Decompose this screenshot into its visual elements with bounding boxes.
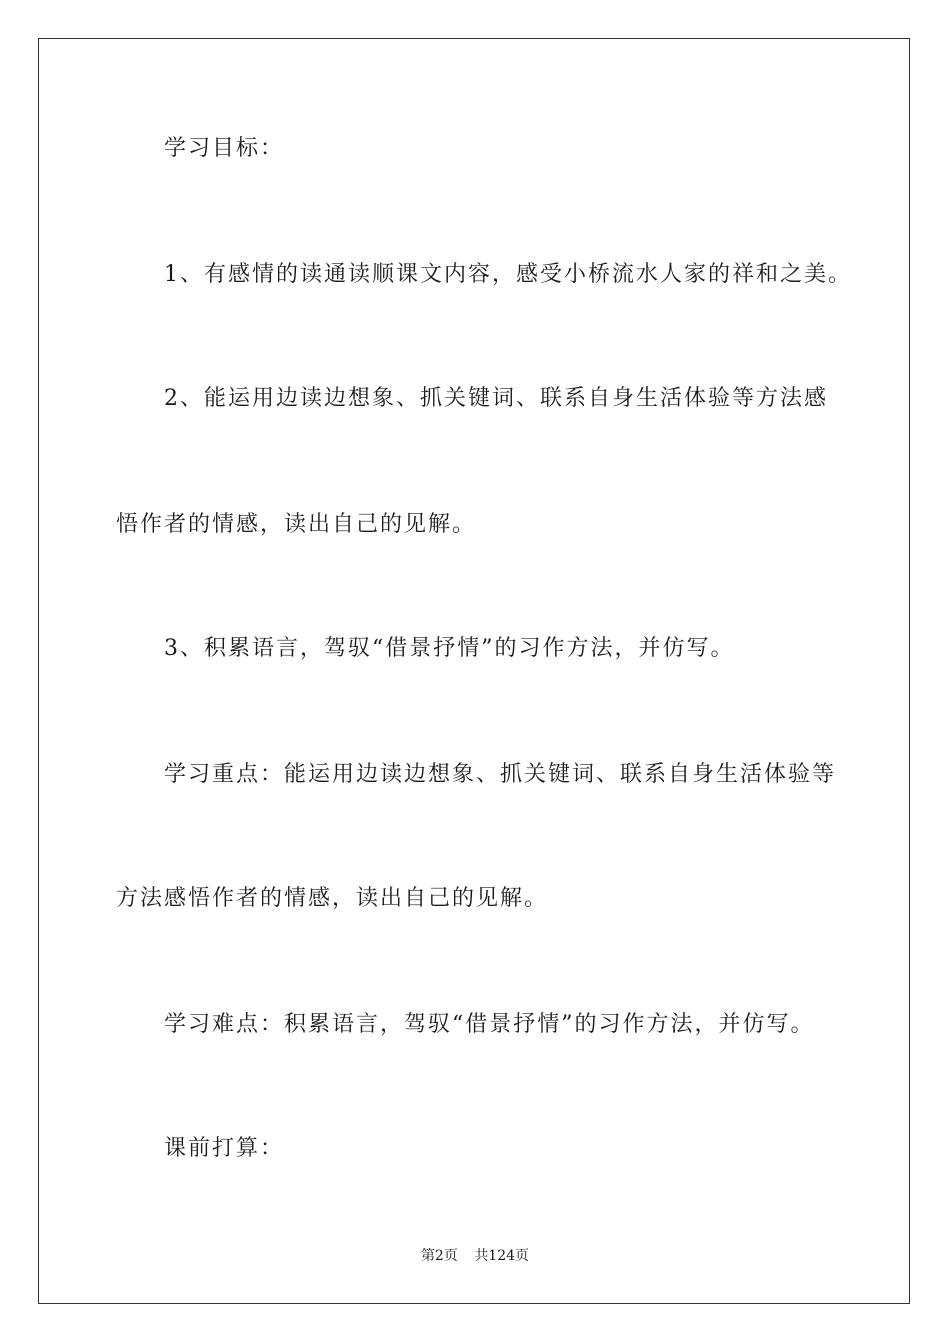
goal-item-3: 3、积累语言，驾驭“借景抒情”的习作方法，并仿写。	[164, 636, 735, 661]
page-footer	[0, 1246, 950, 1266]
page-border	[38, 38, 910, 1304]
goal-item-2: 2、能运用边读边想象、抓关键词、联系自身生活体验等方法感	[164, 386, 828, 411]
page-number: 第2页	[420, 1248, 458, 1264]
goal-item-1: 1、有感情的读通读顺课文内容，感受小桥流水人家的祥和之美。	[164, 262, 852, 287]
difficult-points: 学习难点：积累语言，驾驭“借景抒情”的习作方法，并仿写。	[164, 1012, 815, 1037]
goal-item-2-continued: 悟作者的情感，读出自己的见解。	[116, 512, 477, 537]
key-points-continued: 方法感悟作者的情感，读出自己的见解。	[116, 886, 549, 911]
heading-learning-goals: 学习目标：	[164, 136, 285, 161]
page-total: 共124页	[474, 1248, 530, 1264]
pre-class-preparation: 课前打算：	[164, 1136, 285, 1161]
key-points: 学习重点：能运用边读边想象、抓关键词、联系自身生活体验等	[164, 762, 837, 787]
